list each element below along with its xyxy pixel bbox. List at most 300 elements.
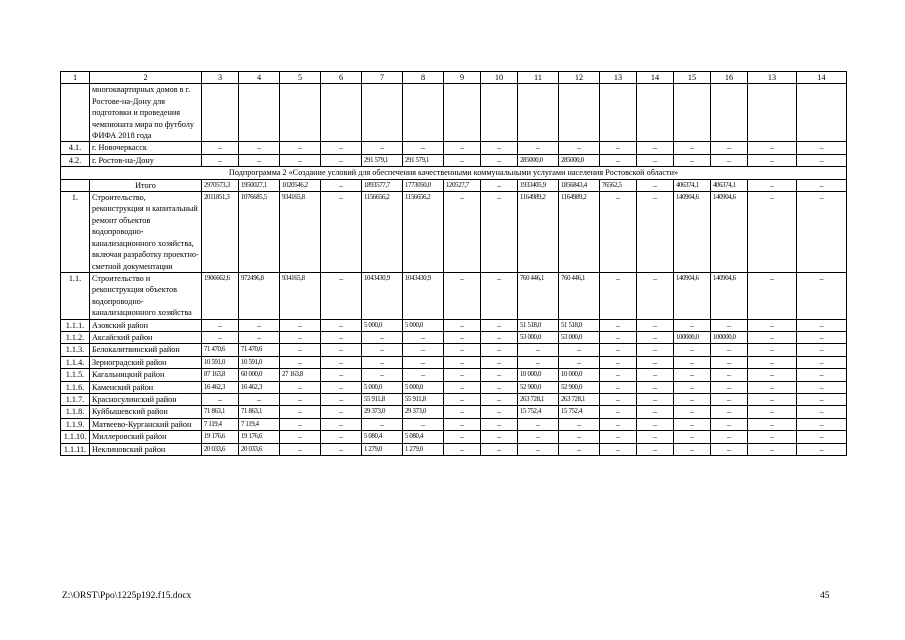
value-cell: – bbox=[600, 381, 637, 393]
value-cell: 1856843,4 bbox=[559, 179, 600, 191]
row-number: 4.1. bbox=[61, 142, 90, 154]
value-cell: – bbox=[637, 393, 674, 405]
value-cell: – bbox=[797, 179, 847, 191]
value-cell: – bbox=[321, 406, 362, 418]
value-cell bbox=[637, 84, 674, 142]
value-cell: – bbox=[444, 381, 481, 393]
value-cell: 263 728,1 bbox=[518, 393, 559, 405]
value-cell: 55 911,8 bbox=[403, 393, 444, 405]
value-cell: 71 470,6 bbox=[202, 344, 239, 356]
value-cell: – bbox=[600, 393, 637, 405]
value-cell: – bbox=[481, 381, 518, 393]
table-row bbox=[61, 369, 847, 381]
column-header: 6 bbox=[321, 72, 362, 84]
value-cell: 5 000,0 bbox=[362, 381, 403, 393]
row-name: Белокалитвинский район bbox=[90, 344, 202, 356]
value-cell: – bbox=[711, 142, 748, 154]
value-cell: – bbox=[674, 319, 711, 331]
value-cell: – bbox=[444, 369, 481, 381]
value-cell: – bbox=[280, 381, 321, 393]
value-cell: – bbox=[637, 381, 674, 393]
value-cell: – bbox=[711, 319, 748, 331]
value-cell: 16 462,3 bbox=[202, 381, 239, 393]
value-cell: 760 446,1 bbox=[559, 272, 600, 319]
row-number bbox=[61, 179, 90, 191]
value-cell: – bbox=[321, 369, 362, 381]
value-cell: 285000,0 bbox=[559, 154, 600, 166]
value-cell: 1020546,2 bbox=[280, 179, 321, 191]
row-number: 1.1.3. bbox=[61, 344, 90, 356]
value-cell: 100000,0 bbox=[711, 331, 748, 343]
value-cell: – bbox=[280, 142, 321, 154]
value-cell: 5 080,4 bbox=[403, 431, 444, 443]
value-cell: 1076685,5 bbox=[239, 192, 280, 273]
value-cell: 1893577,7 bbox=[362, 179, 403, 191]
value-cell: 52 900,0 bbox=[559, 381, 600, 393]
value-cell: – bbox=[748, 418, 797, 430]
value-cell: – bbox=[518, 418, 559, 430]
value-cell: – bbox=[637, 142, 674, 154]
value-cell: 5 000,0 bbox=[403, 319, 444, 331]
value-cell: 10 000,0 bbox=[559, 369, 600, 381]
value-cell: – bbox=[637, 369, 674, 381]
table-row bbox=[61, 406, 847, 418]
value-cell: – bbox=[280, 344, 321, 356]
value-cell: – bbox=[481, 154, 518, 166]
value-cell: – bbox=[362, 142, 403, 154]
table-body bbox=[61, 72, 847, 456]
value-cell bbox=[280, 84, 321, 142]
row-number bbox=[61, 84, 90, 142]
subprogram-heading-row bbox=[61, 167, 847, 179]
value-cell: – bbox=[202, 319, 239, 331]
value-cell: 934165,8 bbox=[280, 192, 321, 273]
value-cell: – bbox=[711, 393, 748, 405]
value-cell: – bbox=[481, 331, 518, 343]
value-cell: 1 279,0 bbox=[362, 443, 403, 455]
column-header: 15 bbox=[674, 72, 711, 84]
value-cell: – bbox=[600, 418, 637, 430]
value-cell: – bbox=[674, 142, 711, 154]
value-cell: 7 119,4 bbox=[202, 418, 239, 430]
table-row bbox=[61, 154, 847, 166]
value-cell: – bbox=[518, 344, 559, 356]
table-row bbox=[61, 84, 847, 142]
value-cell: – bbox=[321, 356, 362, 368]
row-number: 1.1.7. bbox=[61, 393, 90, 405]
value-cell: – bbox=[637, 418, 674, 430]
row-number: 1.1.1. bbox=[61, 319, 90, 331]
value-cell: 76562,5 bbox=[600, 179, 637, 191]
value-cell: 1 279,0 bbox=[403, 443, 444, 455]
value-cell: – bbox=[637, 431, 674, 443]
value-cell: – bbox=[674, 344, 711, 356]
column-header: 7 bbox=[362, 72, 403, 84]
value-cell: – bbox=[239, 331, 280, 343]
value-cell: – bbox=[674, 406, 711, 418]
column-header: 1 bbox=[61, 72, 90, 84]
value-cell: – bbox=[637, 319, 674, 331]
value-cell bbox=[748, 84, 797, 142]
subprogram-title: Подпрограмма 2 «Создание условий для обеспечения качественными коммунальными услугами населения Ростовской области» bbox=[61, 167, 847, 179]
value-cell: 29 373,0 bbox=[403, 406, 444, 418]
value-cell: – bbox=[321, 431, 362, 443]
value-cell: – bbox=[280, 356, 321, 368]
value-cell: – bbox=[748, 406, 797, 418]
value-cell: – bbox=[239, 393, 280, 405]
column-header: 5 bbox=[280, 72, 321, 84]
value-cell: 29 373,0 bbox=[362, 406, 403, 418]
value-cell: 1164989,2 bbox=[559, 192, 600, 273]
value-cell: – bbox=[559, 431, 600, 443]
value-cell: – bbox=[321, 154, 362, 166]
row-name: Неклиновский район bbox=[90, 443, 202, 455]
value-cell: – bbox=[748, 179, 797, 191]
row-name: Кагальницкий район bbox=[90, 369, 202, 381]
row-name: Зерноградский район bbox=[90, 356, 202, 368]
table-row bbox=[61, 443, 847, 455]
row-number: 1.1.4. bbox=[61, 356, 90, 368]
value-cell: – bbox=[748, 369, 797, 381]
table-row bbox=[61, 418, 847, 430]
value-cell: – bbox=[321, 418, 362, 430]
value-cell: – bbox=[600, 369, 637, 381]
value-cell bbox=[711, 84, 748, 142]
value-cell: – bbox=[748, 356, 797, 368]
value-cell: – bbox=[481, 443, 518, 455]
value-cell: 140904,6 bbox=[711, 192, 748, 273]
value-cell: – bbox=[321, 272, 362, 319]
value-cell: 1773050,0 bbox=[403, 179, 444, 191]
table-row bbox=[61, 179, 847, 191]
value-cell: – bbox=[518, 142, 559, 154]
value-cell: – bbox=[481, 192, 518, 273]
value-cell: 291 579,1 bbox=[362, 154, 403, 166]
value-cell: 53 000,0 bbox=[559, 331, 600, 343]
value-cell: – bbox=[280, 443, 321, 455]
value-cell: – bbox=[797, 142, 847, 154]
row-name: Итого bbox=[90, 179, 202, 191]
value-cell: 140904,6 bbox=[674, 192, 711, 273]
column-header: 14 bbox=[637, 72, 674, 84]
row-number: 1.1.10. bbox=[61, 431, 90, 443]
value-cell: – bbox=[481, 179, 518, 191]
value-cell: – bbox=[711, 418, 748, 430]
value-cell: 285000,0 bbox=[518, 154, 559, 166]
value-cell: – bbox=[444, 142, 481, 154]
row-name: Азовский район bbox=[90, 319, 202, 331]
value-cell: 55 911,8 bbox=[362, 393, 403, 405]
value-cell bbox=[239, 84, 280, 142]
value-cell: – bbox=[362, 344, 403, 356]
value-cell: – bbox=[444, 431, 481, 443]
value-cell: 10 591,0 bbox=[202, 356, 239, 368]
row-number: 1.1.9. bbox=[61, 418, 90, 430]
table-row bbox=[61, 142, 847, 154]
value-cell: 20 033,6 bbox=[239, 443, 280, 455]
value-cell: 10 000,0 bbox=[518, 369, 559, 381]
value-cell bbox=[518, 84, 559, 142]
value-cell: 100000,0 bbox=[674, 331, 711, 343]
value-cell: – bbox=[674, 369, 711, 381]
value-cell: – bbox=[711, 356, 748, 368]
value-cell: – bbox=[797, 393, 847, 405]
value-cell: – bbox=[202, 331, 239, 343]
value-cell: 51 518,0 bbox=[518, 319, 559, 331]
value-cell: – bbox=[481, 142, 518, 154]
value-cell: – bbox=[202, 154, 239, 166]
value-cell: – bbox=[637, 192, 674, 273]
value-cell: – bbox=[559, 443, 600, 455]
value-cell: 1950027,1 bbox=[239, 179, 280, 191]
value-cell bbox=[481, 84, 518, 142]
value-cell: – bbox=[444, 406, 481, 418]
value-cell: – bbox=[637, 179, 674, 191]
value-cell: – bbox=[444, 154, 481, 166]
value-cell: – bbox=[559, 356, 600, 368]
value-cell: 5 000,0 bbox=[403, 381, 444, 393]
value-cell: – bbox=[444, 192, 481, 273]
value-cell: 972496,8 bbox=[239, 272, 280, 319]
table-row bbox=[61, 272, 847, 319]
value-cell: – bbox=[797, 369, 847, 381]
value-cell: – bbox=[674, 418, 711, 430]
row-number: 1.1. bbox=[61, 272, 90, 319]
value-cell: – bbox=[481, 319, 518, 331]
value-cell: 60 000,0 bbox=[239, 369, 280, 381]
row-name: Строительство и реконструкция объектов водопроводно-канализационного хозяйства bbox=[90, 272, 202, 319]
value-cell: 934165,8 bbox=[280, 272, 321, 319]
value-cell: – bbox=[280, 431, 321, 443]
value-cell: – bbox=[559, 344, 600, 356]
value-cell: – bbox=[280, 331, 321, 343]
value-cell: 1043430,9 bbox=[403, 272, 444, 319]
table-row bbox=[61, 344, 847, 356]
value-cell: – bbox=[748, 431, 797, 443]
value-cell bbox=[321, 84, 362, 142]
row-name: Строительство, реконструкция и капитальный ремонт объектов водопроводно-канализационного хозяйства, включая разработку проектно-сметной документации bbox=[90, 192, 202, 273]
footer-page-number: 45 bbox=[820, 591, 830, 601]
value-cell: 406374,1 bbox=[711, 179, 748, 191]
value-cell: – bbox=[481, 406, 518, 418]
value-cell: – bbox=[239, 142, 280, 154]
value-cell: – bbox=[280, 154, 321, 166]
value-cell: 263 728,1 bbox=[559, 393, 600, 405]
value-cell: 7 119,4 bbox=[239, 418, 280, 430]
value-cell: – bbox=[559, 142, 600, 154]
value-cell: – bbox=[711, 406, 748, 418]
column-header: 12 bbox=[559, 72, 600, 84]
value-cell: – bbox=[321, 319, 362, 331]
row-number: 1.1.5. bbox=[61, 369, 90, 381]
value-cell: – bbox=[518, 431, 559, 443]
value-cell: – bbox=[481, 418, 518, 430]
row-name: Красносулинский район bbox=[90, 393, 202, 405]
value-cell: – bbox=[748, 142, 797, 154]
value-cell: 53 000,0 bbox=[518, 331, 559, 343]
value-cell: – bbox=[711, 154, 748, 166]
value-cell: – bbox=[637, 344, 674, 356]
value-cell: – bbox=[797, 272, 847, 319]
value-cell: 140904,6 bbox=[674, 272, 711, 319]
value-cell: – bbox=[481, 393, 518, 405]
value-cell: – bbox=[637, 331, 674, 343]
column-header: 9 bbox=[444, 72, 481, 84]
value-cell: – bbox=[637, 154, 674, 166]
value-cell: – bbox=[321, 192, 362, 273]
value-cell: – bbox=[600, 431, 637, 443]
value-cell: – bbox=[362, 356, 403, 368]
row-name: Матвеево-Курганский район bbox=[90, 418, 202, 430]
column-header: 3 bbox=[202, 72, 239, 84]
value-cell: – bbox=[674, 356, 711, 368]
value-cell: – bbox=[600, 443, 637, 455]
value-cell: 760 446,1 bbox=[518, 272, 559, 319]
value-cell: – bbox=[518, 356, 559, 368]
row-number: 1.1.6. bbox=[61, 381, 90, 393]
value-cell: 140904,6 bbox=[711, 272, 748, 319]
value-cell bbox=[674, 84, 711, 142]
value-cell: – bbox=[321, 344, 362, 356]
value-cell: – bbox=[403, 356, 444, 368]
row-number: 1.1.8. bbox=[61, 406, 90, 418]
value-cell: – bbox=[321, 179, 362, 191]
column-header: 13 bbox=[600, 72, 637, 84]
value-cell: – bbox=[797, 319, 847, 331]
value-cell: 2011851,3 bbox=[202, 192, 239, 273]
column-number-header-row bbox=[61, 72, 847, 84]
column-header: 10 bbox=[481, 72, 518, 84]
value-cell: – bbox=[711, 431, 748, 443]
value-cell: – bbox=[748, 331, 797, 343]
value-cell: 52 900,0 bbox=[518, 381, 559, 393]
row-name: Аксайский район bbox=[90, 331, 202, 343]
value-cell: – bbox=[239, 154, 280, 166]
value-cell: 5 000,0 bbox=[362, 319, 403, 331]
value-cell: – bbox=[637, 443, 674, 455]
value-cell: 291 579,1 bbox=[403, 154, 444, 166]
value-cell: – bbox=[797, 406, 847, 418]
value-cell: 15 752,4 bbox=[559, 406, 600, 418]
value-cell: – bbox=[600, 356, 637, 368]
value-cell: – bbox=[481, 344, 518, 356]
value-cell: 19 176,6 bbox=[239, 431, 280, 443]
value-cell: – bbox=[674, 443, 711, 455]
value-cell: – bbox=[559, 418, 600, 430]
value-cell: – bbox=[403, 142, 444, 154]
table-row bbox=[61, 381, 847, 393]
value-cell: – bbox=[748, 319, 797, 331]
value-cell: – bbox=[444, 331, 481, 343]
value-cell: – bbox=[518, 443, 559, 455]
value-cell: – bbox=[600, 331, 637, 343]
column-header: 8 bbox=[403, 72, 444, 84]
value-cell bbox=[797, 84, 847, 142]
value-cell: – bbox=[797, 431, 847, 443]
value-cell: – bbox=[748, 154, 797, 166]
row-number: 1.1.11. bbox=[61, 443, 90, 455]
value-cell: – bbox=[481, 369, 518, 381]
value-cell: – bbox=[748, 192, 797, 273]
table-row bbox=[61, 431, 847, 443]
column-header: 2 bbox=[90, 72, 202, 84]
value-cell: 71 470,6 bbox=[239, 344, 280, 356]
value-cell: – bbox=[321, 393, 362, 405]
value-cell: – bbox=[797, 356, 847, 368]
value-cell: – bbox=[674, 393, 711, 405]
value-cell: 120527,7 bbox=[444, 179, 481, 191]
value-cell: 71 863,1 bbox=[202, 406, 239, 418]
value-cell bbox=[600, 84, 637, 142]
value-cell: – bbox=[444, 272, 481, 319]
column-header: 16 bbox=[711, 72, 748, 84]
value-cell: – bbox=[600, 142, 637, 154]
value-cell bbox=[559, 84, 600, 142]
value-cell: 27 163,8 bbox=[280, 369, 321, 381]
table-row bbox=[61, 393, 847, 405]
value-cell: – bbox=[600, 344, 637, 356]
value-cell: – bbox=[362, 369, 403, 381]
value-cell: – bbox=[637, 356, 674, 368]
value-cell: – bbox=[444, 344, 481, 356]
value-cell: – bbox=[674, 154, 711, 166]
value-cell: – bbox=[797, 344, 847, 356]
value-cell: – bbox=[600, 319, 637, 331]
value-cell: 1043430,9 bbox=[362, 272, 403, 319]
value-cell: – bbox=[280, 418, 321, 430]
value-cell: 10 591,0 bbox=[239, 356, 280, 368]
value-cell: 1164989,2 bbox=[518, 192, 559, 273]
value-cell: – bbox=[321, 443, 362, 455]
value-cell: – bbox=[637, 406, 674, 418]
value-cell: – bbox=[202, 142, 239, 154]
value-cell: – bbox=[748, 344, 797, 356]
table-row bbox=[61, 331, 847, 343]
row-name: г. Ростов-на-Дону bbox=[90, 154, 202, 166]
value-cell: 71 863,1 bbox=[239, 406, 280, 418]
value-cell: – bbox=[711, 443, 748, 455]
value-cell: – bbox=[481, 272, 518, 319]
value-cell: – bbox=[797, 192, 847, 273]
budget-table bbox=[60, 71, 847, 456]
value-cell: 1933405,9 bbox=[518, 179, 559, 191]
row-name: г. Новочеркасск bbox=[90, 142, 202, 154]
column-header: 14 bbox=[797, 72, 847, 84]
value-cell: 87 163,8 bbox=[202, 369, 239, 381]
row-name: Куйбышевский район bbox=[90, 406, 202, 418]
value-cell: – bbox=[444, 393, 481, 405]
value-cell: – bbox=[202, 393, 239, 405]
row-name: многоквартирных домов в г. Ростове-на-Дону для подготовки и проведения чемпионата мира по футболу ФИФА 2018 года bbox=[90, 84, 202, 142]
value-cell: – bbox=[711, 344, 748, 356]
value-cell: – bbox=[321, 331, 362, 343]
footer-file-path: Z:\ORST\Ppo\1225p192.f15.docx bbox=[62, 591, 192, 601]
table-row bbox=[61, 319, 847, 331]
value-cell: – bbox=[600, 154, 637, 166]
value-cell: – bbox=[748, 381, 797, 393]
value-cell: – bbox=[280, 393, 321, 405]
value-cell: – bbox=[748, 443, 797, 455]
value-cell: 51 518,0 bbox=[559, 319, 600, 331]
value-cell: 16 462,3 bbox=[239, 381, 280, 393]
table-row bbox=[61, 192, 847, 273]
column-header: 13 bbox=[748, 72, 797, 84]
value-cell: 1906662,6 bbox=[202, 272, 239, 319]
value-cell bbox=[202, 84, 239, 142]
value-cell bbox=[444, 84, 481, 142]
value-cell: – bbox=[444, 418, 481, 430]
value-cell: 1156656,2 bbox=[362, 192, 403, 273]
